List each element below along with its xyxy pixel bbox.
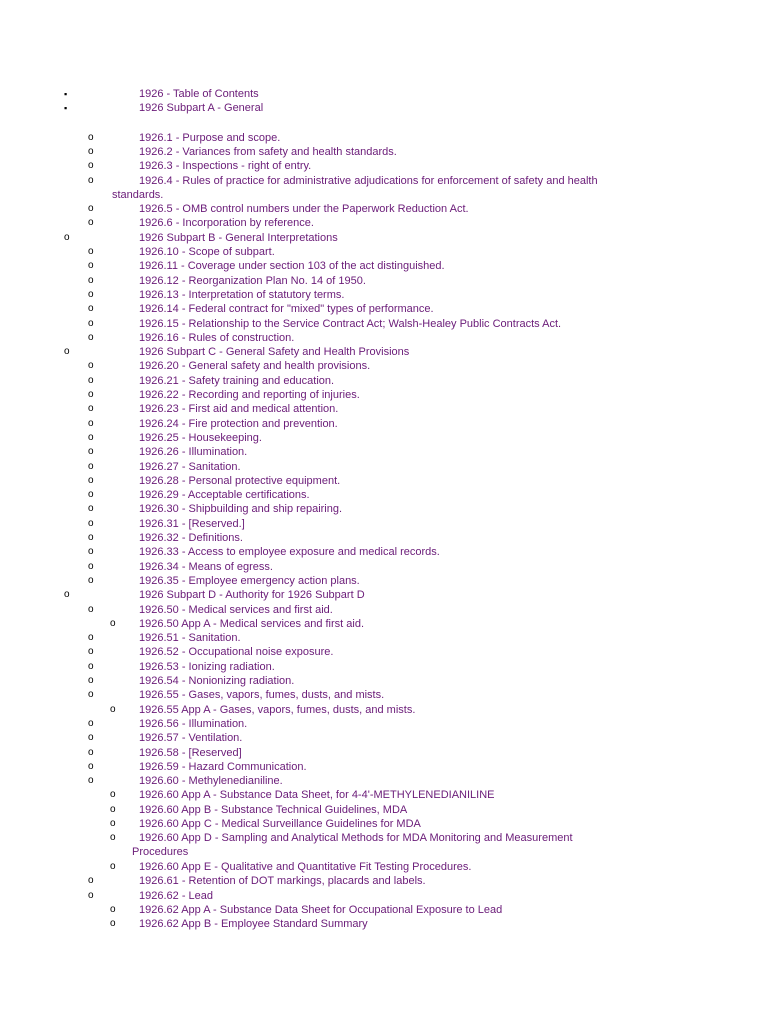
toc-item — [0, 431, 768, 445]
circle-bullet-icon: o — [88, 746, 94, 758]
toc-item — [0, 216, 768, 230]
toc-item — [0, 159, 768, 173]
circle-bullet-icon: o — [88, 446, 94, 458]
toc-item — [0, 531, 768, 545]
toc-item — [0, 388, 768, 402]
circle-bullet-icon: o — [88, 889, 94, 901]
circle-bullet-icon: o — [88, 775, 94, 787]
toc-item — [0, 703, 768, 717]
circle-bullet-icon: o — [110, 818, 116, 829]
toc-item — [0, 331, 768, 345]
toc-link[interactable]: 1926.62 - Lead — [139, 889, 214, 902]
toc-link[interactable]: 1926.20 - General safety and health provisions. — [139, 360, 371, 373]
toc-link[interactable]: 1926.56 - Illumination. — [139, 717, 248, 730]
toc-item — [0, 402, 768, 416]
circle-bullet-icon: o — [110, 860, 116, 872]
square-bullet-icon: ▪ — [64, 89, 68, 99]
circle-bullet-icon: o — [88, 460, 94, 472]
toc-link[interactable]: 1926.3 - Inspections - right of entry. — [139, 160, 312, 173]
toc-item — [0, 231, 768, 245]
toc-link[interactable]: 1926.25 - Housekeeping. — [139, 431, 262, 444]
toc-link[interactable]: 1926.55 - Gases, vapors, fumes, dusts, and mists. — [139, 689, 385, 702]
circle-bullet-icon: o — [88, 517, 94, 529]
toc-link[interactable]: 1926.32 - Definitions. — [139, 532, 243, 544]
toc-link[interactable]: 1926.16 - Rules of construction. — [139, 331, 295, 344]
toc-link[interactable]: 1926.27 - Sanitation. — [139, 460, 241, 473]
circle-bullet-icon: o — [88, 217, 94, 229]
toc-item — [0, 145, 768, 159]
circle-bullet-icon: o — [110, 617, 116, 629]
circle-bullet-icon: o — [88, 574, 94, 586]
circle-bullet-icon: o — [88, 403, 94, 415]
toc-item — [0, 245, 768, 259]
circle-bullet-icon: o — [88, 360, 94, 372]
circle-bullet-icon: o — [88, 417, 94, 429]
circle-bullet-icon: o — [88, 145, 94, 157]
toc-link[interactable]: 1926.1 - Purpose and scope. — [139, 131, 281, 144]
toc-link[interactable]: 1926.60 App D - Sampling and Analytical Methods for MDA Monitoring and Measurement — [139, 832, 573, 845]
circle-bullet-icon: o — [88, 660, 94, 672]
toc-item — [0, 560, 768, 574]
toc-link[interactable]: 1926.62 App B - Employee Standard Summary — [139, 918, 368, 931]
toc-link[interactable]: 1926.30 - Shipbuilding and ship repairing. — [139, 503, 343, 516]
toc-link[interactable]: 1926.35 - Employee emergency action plans. — [139, 574, 360, 587]
toc-link[interactable]: 1926.59 - Hazard Communication. — [139, 760, 307, 773]
toc-link[interactable]: 1926.34 - Means of egress. — [139, 560, 273, 573]
circle-bullet-icon: o — [88, 875, 94, 887]
toc-link[interactable]: 1926.60 App E - Qualitative and Quantitative Fit Testing Procedures. — [139, 860, 472, 873]
toc-link[interactable]: 1926.28 - Personal protective equipment. — [139, 474, 341, 487]
toc-item — [0, 545, 768, 559]
toc-link[interactable]: 1926.11 - Coverage under section 103 of the act distinguished. — [139, 260, 445, 273]
circle-bullet-icon: o — [88, 431, 94, 443]
toc-item — [0, 317, 768, 331]
circle-bullet-icon: o — [88, 374, 94, 386]
toc-link[interactable]: 1926.60 App A - Substance Data Sheet, for 4-4'-METHYLENEDIANILINE — [139, 789, 495, 802]
circle-bullet-icon: o — [88, 331, 94, 343]
toc-link[interactable]: 1926 - Table of Contents — [139, 88, 259, 100]
circle-bullet-icon: o — [88, 246, 94, 257]
toc-item — [0, 688, 768, 702]
toc-item — [0, 488, 768, 502]
toc-link[interactable]: 1926.33 - Access to employee exposure and medical records. — [139, 546, 440, 559]
toc-link[interactable]: 1926.22 - Recording and reporting of injuries. — [139, 389, 360, 401]
toc-link[interactable]: 1926.5 - OMB control numbers under the Paperwork Reduction Act. — [139, 203, 469, 216]
toc-link[interactable]: 1926.50 - Medical services and first aid. — [139, 603, 333, 616]
toc-link[interactable]: 1926.29 - Acceptable certifications. — [139, 489, 310, 502]
toc-item — [0, 174, 768, 201]
toc-item — [0, 87, 768, 101]
toc-item — [0, 889, 768, 903]
circle-bullet-icon: o — [88, 174, 94, 186]
toc-item — [0, 631, 768, 645]
toc-link[interactable]: 1926.4 - Rules of practice for administrative adjudications for enforcement of safety and health — [139, 174, 598, 187]
circle-bullet-icon: o — [88, 303, 94, 315]
toc-item — [0, 788, 768, 802]
circle-bullet-icon: o — [88, 675, 94, 686]
toc-item — [0, 259, 768, 273]
toc-item — [0, 445, 768, 459]
toc-link[interactable]: 1926.6 - Incorporation by reference. — [139, 217, 314, 230]
toc-item — [0, 917, 768, 931]
circle-bullet-icon: o — [88, 274, 94, 286]
toc-link[interactable]: 1926.21 - Safety training and education. — [139, 374, 335, 387]
toc-link-continuation[interactable]: standards. — [112, 188, 164, 201]
toc-item — [0, 831, 768, 859]
toc-link[interactable]: 1926.51 - Sanitation. — [139, 632, 241, 645]
toc-item — [0, 731, 768, 745]
toc-link[interactable]: 1926.52 - Occupational noise exposure. — [139, 646, 334, 659]
circle-bullet-icon: o — [88, 317, 94, 329]
toc-link[interactable]: 1926.50 App A - Medical services and first aid. — [139, 617, 365, 630]
toc-item — [0, 717, 768, 731]
circle-bullet-icon: o — [88, 717, 94, 729]
toc-item — [0, 803, 768, 817]
toc-link[interactable]: 1926.53 - Ionizing radiation. — [139, 660, 275, 673]
circle-bullet-icon: o — [110, 789, 116, 801]
circle-bullet-icon: o — [110, 903, 116, 915]
toc-item — [0, 874, 768, 888]
toc-link[interactable]: 1926.13 - Interpretation of statutory terms. — [139, 288, 345, 301]
circle-bullet-icon: o — [88, 732, 94, 744]
toc-link[interactable]: 1926.23 - First aid and medical attention. — [139, 403, 339, 416]
toc-item — [0, 574, 768, 588]
toc-item — [0, 202, 768, 216]
toc-item — [0, 288, 768, 302]
circle-bullet-icon: o — [64, 231, 70, 243]
toc-item — [0, 746, 768, 760]
toc-link[interactable]: 1926.12 - Reorganization Plan No. 14 of 1950. — [139, 274, 366, 287]
circle-bullet-icon: o — [64, 346, 70, 358]
toc-link[interactable]: 1926.61 - Retention of DOT markings, placards and labels. — [139, 875, 426, 888]
toc-link[interactable]: 1926.62 App A - Substance Data Sheet for Occupational Exposure to Lead — [139, 903, 503, 916]
toc-link[interactable]: 1926.10 - Scope of subpart. — [139, 246, 275, 258]
toc-item — [0, 474, 768, 488]
toc-link[interactable]: 1926.60 App C - Medical Surveillance Guidelines for MDA — [139, 818, 421, 830]
toc-link[interactable]: 1926 Subpart D - Authority for 1926 Subpart D — [139, 589, 365, 602]
toc-link[interactable]: 1926.24 - Fire protection and prevention. — [139, 417, 338, 430]
circle-bullet-icon: o — [110, 832, 116, 844]
square-bullet-icon: ▪ — [64, 103, 68, 114]
toc-item — [0, 345, 768, 359]
toc-link[interactable]: 1926 Subpart A - General — [139, 102, 264, 115]
toc-link[interactable]: 1926.31 - [Reserved.] — [139, 517, 245, 530]
toc-item — [0, 817, 768, 831]
toc-link[interactable]: 1926 Subpart B - General Interpretations — [139, 231, 338, 244]
circle-bullet-icon: o — [88, 389, 94, 400]
circle-bullet-icon: o — [88, 474, 94, 486]
toc-item — [0, 860, 768, 874]
circle-bullet-icon: o — [88, 160, 94, 172]
toc-link[interactable]: 1926.15 - Relationship to the Service Contract Act; Walsh-Healey Public Contracts Act. — [139, 317, 562, 330]
circle-bullet-icon: o — [88, 689, 94, 701]
toc-link[interactable]: 1926.58 - [Reserved] — [139, 746, 242, 759]
circle-bullet-icon: o — [88, 603, 94, 615]
circle-bullet-icon: o — [88, 560, 94, 572]
circle-bullet-icon: o — [88, 131, 94, 143]
toc-item — [0, 302, 768, 316]
toc-item — [0, 359, 768, 373]
toc-link[interactable]: 1926.57 - Ventilation. — [139, 732, 243, 745]
toc-item — [0, 101, 768, 115]
circle-bullet-icon: o — [88, 260, 94, 272]
toc-link[interactable]: 1926.2 - Variances from safety and health standards. — [139, 145, 397, 158]
circle-bullet-icon: o — [88, 503, 94, 515]
toc-link[interactable]: 1926 Subpart C - General Safety and Health Provisions — [139, 346, 410, 359]
toc-item — [0, 660, 768, 674]
toc-item — [0, 460, 768, 474]
toc-item — [0, 274, 768, 288]
circle-bullet-icon: o — [88, 532, 94, 543]
toc-link[interactable]: 1926.14 - Federal contract for "mixed" types of performance. — [139, 303, 434, 316]
circle-bullet-icon: o — [88, 203, 94, 215]
toc-item — [0, 603, 768, 617]
toc-item — [0, 131, 768, 145]
circle-bullet-icon: o — [64, 589, 70, 601]
toc-link[interactable]: 1926.55 App A - Gases, vapors, fumes, dusts, and mists. — [139, 703, 416, 716]
toc-item — [0, 774, 768, 788]
toc-item — [0, 517, 768, 531]
toc-item — [0, 760, 768, 774]
circle-bullet-icon: o — [88, 632, 94, 644]
circle-bullet-icon: o — [88, 646, 94, 658]
toc-link[interactable]: 1926.60 App B - Substance Technical Guidelines, MDA — [139, 803, 408, 816]
toc-item — [0, 645, 768, 659]
circle-bullet-icon: o — [88, 546, 94, 558]
toc-item — [0, 674, 768, 688]
toc-item — [0, 903, 768, 917]
toc-item — [0, 374, 768, 388]
toc-item — [0, 502, 768, 516]
circle-bullet-icon: o — [110, 803, 116, 815]
circle-bullet-icon: o — [110, 703, 116, 715]
toc-link[interactable]: 1926.54 - Nonionizing radiation. — [139, 675, 295, 687]
toc-link[interactable]: 1926.60 - Methylenedianiline. — [139, 775, 283, 788]
toc-item — [0, 588, 768, 602]
toc-link-continuation[interactable]: Procedures — [132, 846, 189, 859]
circle-bullet-icon: o — [88, 288, 94, 300]
circle-bullet-icon: o — [88, 489, 94, 501]
toc-item — [0, 617, 768, 631]
toc-item — [0, 417, 768, 431]
circle-bullet-icon: o — [110, 918, 116, 930]
circle-bullet-icon: o — [88, 760, 94, 772]
toc-link[interactable]: 1926.26 - Illumination. — [139, 446, 248, 459]
